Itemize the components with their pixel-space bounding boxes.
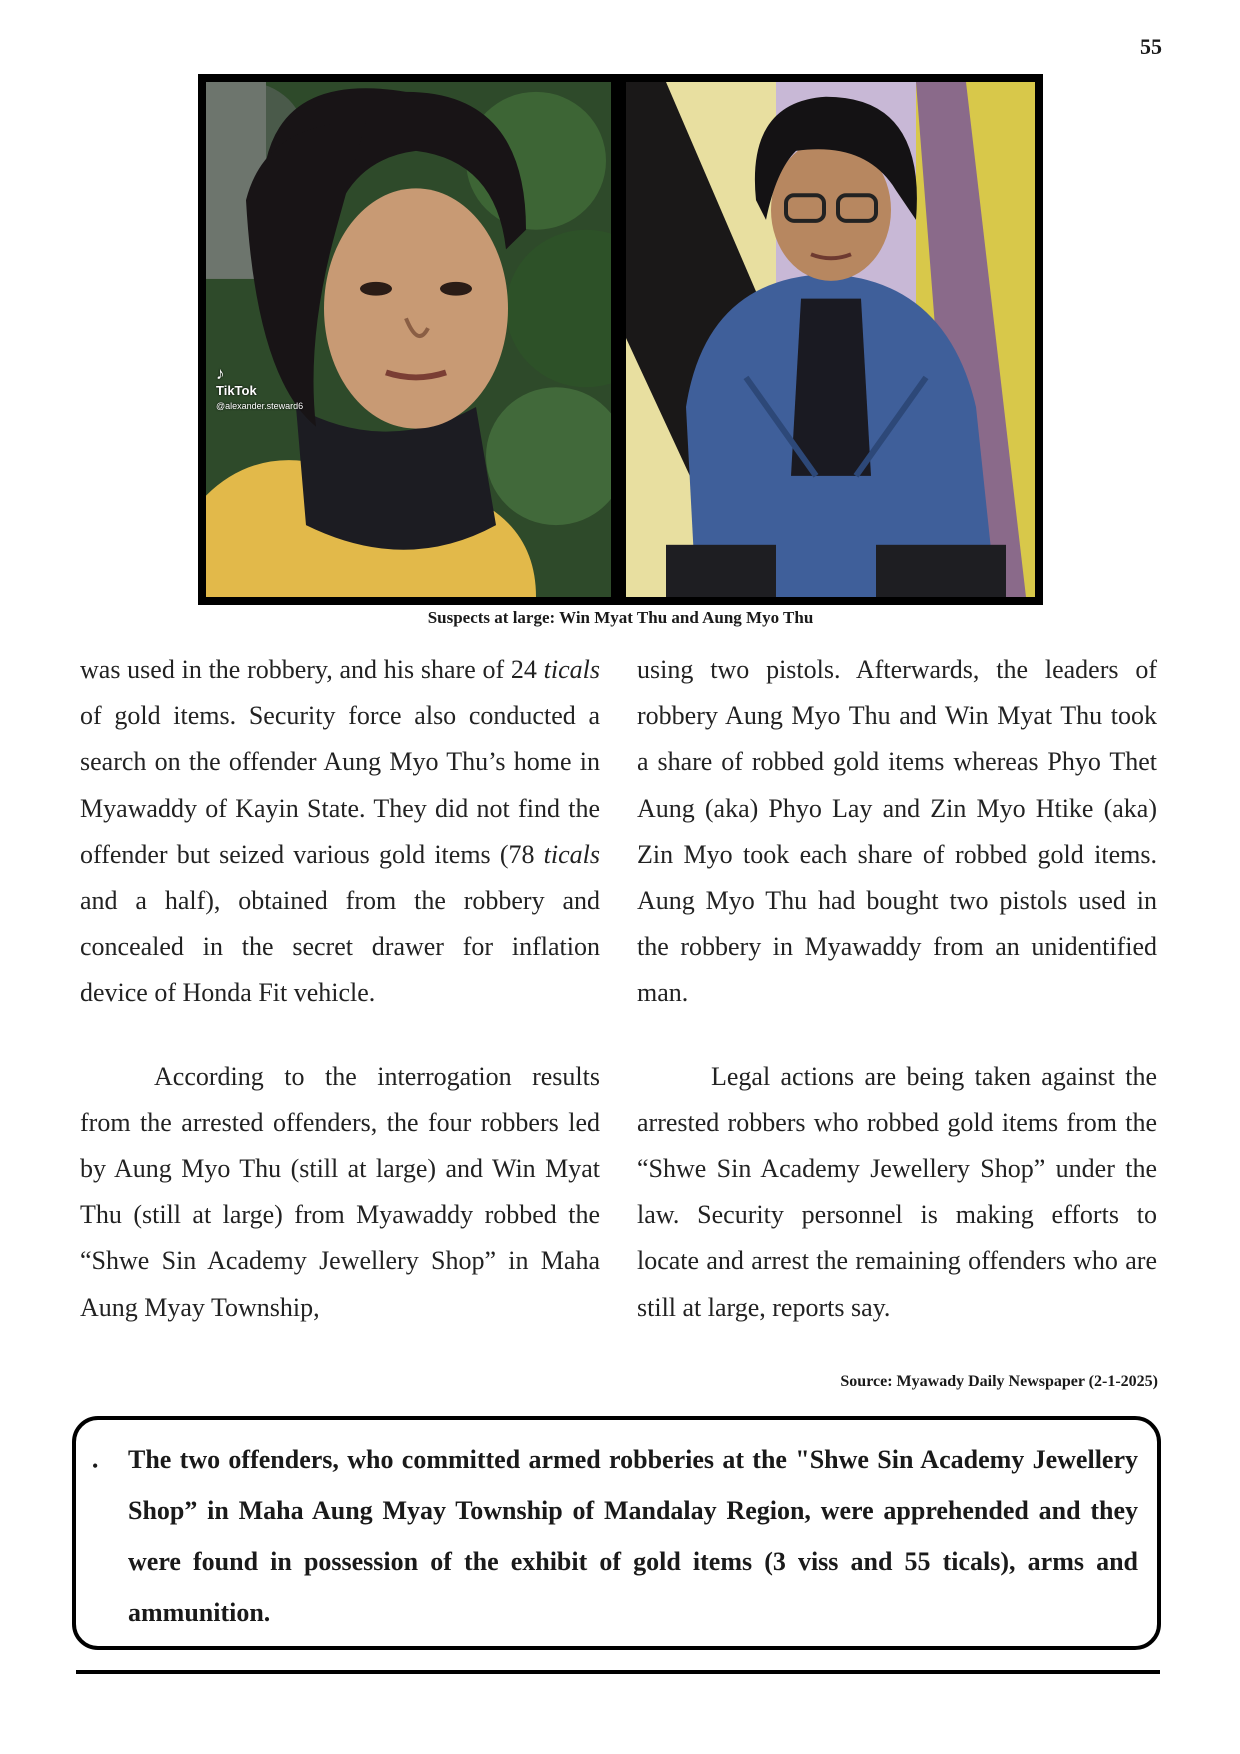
suspect-photo-win-myat-thu (206, 82, 611, 597)
article-paragraph: Legal actions are being taken against the arrested robbers who robbed gold items from the “Shwe Sin Academy Jewellery Shop” under the law. Security personnel is making efforts to locate and arrest the remaining offenders who are still at large, reports say. (637, 1061, 1157, 1322)
suspect-photos (198, 74, 1043, 605)
summary-text: The two offenders, who committed armed robberies at the "Shwe Sin Academy Jewellery Shop” in Maha Aung Myay Township of Mandalay Region, were apprehended and they were found in possession of the exhibit of gold items (3 viss and 55 ticals), arms and ammunition. (128, 1445, 1138, 1627)
article-paragraph: using two pistols. Afterwards, the leaders of robbery Aung Myo Thu and Win Myat Thu took a share of robbed gold items whereas Phyo Thet Aung (aka) Phyo Lay and Zin Myo Htike (aka) Zin Myo took each share of robbed gold items. Aung Myo Thu had bought two pistols used in the robbery in Myawaddy from an unidentified man. (637, 655, 1157, 1008)
article-column-right (637, 647, 1157, 1331)
bullet-icon: • (92, 1456, 99, 1476)
article-paragraph: According to the interrogation results from the arrested offenders, the four robbers led by Aung Myo Thu (still at large) and Win Myat Thu (still at large) from Myawaddy robbed the “Shwe Sin Academy Jewellery Shop” in Maha Aung Myay Township, (80, 1061, 600, 1322)
suspect-photo-aung-myo-thu (626, 82, 1035, 597)
tiktok-logo-icon: ♪ (216, 364, 225, 383)
source-credit: Source: Myawady Daily Newspaper (2-1-2025) (840, 1373, 1158, 1390)
page-number: 55 (1140, 34, 1162, 59)
photo-caption: Suspects at large: Win Myat Thu and Aung Myo Thu (427, 608, 814, 627)
summary-box (72, 1416, 1161, 1650)
article-column-left (80, 647, 600, 1331)
tiktok-handle: @alexander.steward6 (216, 401, 304, 411)
footer-divider (76, 1670, 1160, 1674)
tiktok-watermark (216, 365, 303, 411)
article-paragraph: was used in the robbery, and his share of 24 ticals of gold items. Security force also conducted a search on the offender Aung Myo Thu’s home in Myawaddy of Kayin State. They did not find the offender but seized various gold items (78 ticals and a half), obtained from the robbery and concealed in the secret drawer for inflation device of Honda Fit vehicle. (80, 655, 600, 1008)
tiktok-brand: TikTok (216, 383, 257, 398)
